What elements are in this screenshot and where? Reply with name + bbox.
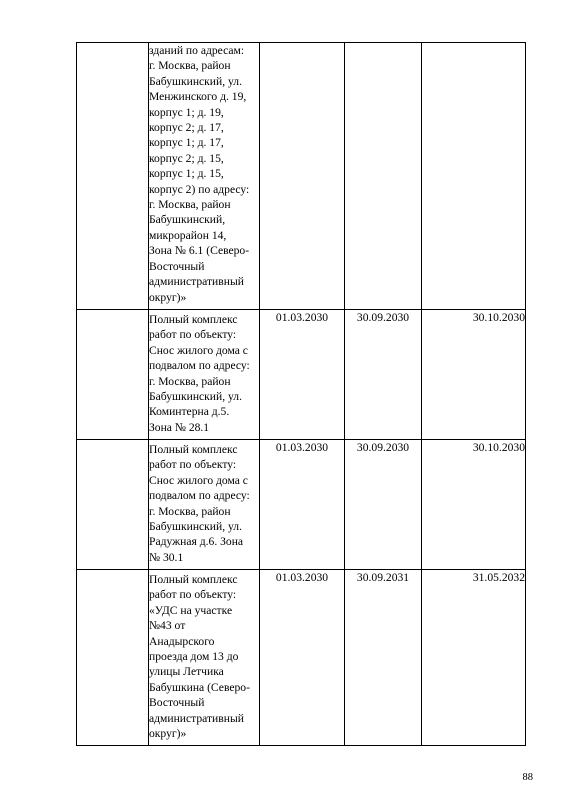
work-text-line: проезда дом 13 до bbox=[149, 650, 239, 664]
final-date-cell bbox=[422, 43, 526, 310]
work-text-line: Восточный bbox=[149, 259, 205, 273]
table-row bbox=[77, 43, 526, 310]
work-text-line: Зона № 6.1 (Северо- bbox=[149, 244, 250, 258]
work-text-line: Менжинского д. 19, bbox=[149, 90, 247, 104]
work-description-cell bbox=[149, 440, 260, 570]
work-text-line: № 30.1 bbox=[149, 550, 184, 564]
work-text-line: Бабушкинский, ул. bbox=[149, 74, 242, 88]
work-text-line: округ)» bbox=[149, 290, 187, 304]
table-row bbox=[77, 310, 526, 440]
work-text-line: г. Москва, район bbox=[149, 59, 231, 73]
work-text-line: работ по объекту: bbox=[149, 328, 237, 342]
work-text-line: г. Москва, район bbox=[149, 374, 231, 388]
final-date-cell: 31.05.2032 bbox=[422, 570, 526, 746]
work-text-line: корпус 2; д. 15, bbox=[149, 151, 224, 165]
work-text-line: административный bbox=[149, 711, 244, 725]
row-number-cell bbox=[77, 310, 149, 440]
work-text-line: корпус 1; д. 15, bbox=[149, 167, 224, 181]
work-text-line: Полный комплекс bbox=[149, 313, 238, 326]
work-text-line: корпус 2) по адресу: bbox=[149, 182, 250, 196]
row-number-cell bbox=[77, 440, 149, 570]
work-text-line: Анадырского bbox=[149, 634, 215, 648]
work-description-cell bbox=[149, 570, 260, 746]
work-text-line: зданий по адресам: bbox=[149, 44, 245, 57]
work-text-line: Снос жилого дома с bbox=[149, 343, 248, 357]
end-date-cell: 30.09.2031 bbox=[345, 570, 422, 746]
work-text-line: работ по объекту: bbox=[149, 458, 237, 472]
work-text-line: корпус 2; д. 17, bbox=[149, 121, 224, 135]
end-date-cell bbox=[345, 43, 422, 310]
work-text-line: Снос жилого дома с bbox=[149, 473, 248, 487]
works-schedule-body bbox=[77, 43, 526, 746]
row-number-cell bbox=[77, 43, 149, 310]
end-date-cell: 30.09.2030 bbox=[345, 440, 422, 570]
page-number: 88 bbox=[522, 772, 533, 783]
work-text-line: Бабушкинский, ул. bbox=[149, 390, 242, 404]
work-text-line: г. Москва, район bbox=[149, 504, 231, 518]
work-text-line: Бабушкина (Северо- bbox=[149, 680, 250, 694]
end-date-cell: 30.09.2030 bbox=[345, 310, 422, 440]
work-text-line: подвалом по адресу: bbox=[149, 489, 250, 503]
table-row bbox=[77, 570, 526, 746]
start-date-cell bbox=[260, 43, 345, 310]
row-number-cell bbox=[77, 570, 149, 746]
work-text-line: г. Москва, район bbox=[149, 198, 231, 212]
work-text-line: работ по объекту: bbox=[149, 588, 237, 602]
work-text-line: «УДС на участке bbox=[149, 603, 233, 617]
final-date-cell: 30.10.2030 bbox=[422, 310, 526, 440]
work-text-line: улицы Летчика bbox=[149, 665, 224, 679]
work-text-line: Полный комплекс bbox=[149, 443, 238, 456]
start-date-cell: 01.03.2030 bbox=[260, 310, 345, 440]
work-text-line: корпус 1; д. 17, bbox=[149, 136, 224, 150]
work-text-line: Коминтерна д.5. bbox=[149, 405, 230, 419]
work-text-line: подвалом по адресу: bbox=[149, 359, 250, 373]
work-text-line: Восточный bbox=[149, 696, 205, 710]
start-date-cell: 01.03.2030 bbox=[260, 570, 345, 746]
final-date-cell: 30.10.2030 bbox=[422, 440, 526, 570]
work-description-cell bbox=[149, 43, 260, 310]
work-text-line: Радужная д.6. Зона bbox=[149, 535, 244, 549]
work-text-line: корпус 1; д. 19, bbox=[149, 105, 224, 119]
work-description-cell bbox=[149, 310, 260, 440]
work-text-line: Бабушкинский, bbox=[149, 213, 226, 227]
work-text-line: Бабушкинский, ул. bbox=[149, 520, 242, 534]
work-text-line: №43 от bbox=[149, 619, 186, 633]
works-schedule-table bbox=[76, 42, 526, 746]
start-date-cell: 01.03.2030 bbox=[260, 440, 345, 570]
work-text-line: Зона № 28.1 bbox=[149, 420, 210, 434]
work-text-line: микрорайон 14, bbox=[149, 228, 227, 242]
work-text-line: округ)» bbox=[149, 727, 187, 741]
work-text-line: административный bbox=[149, 275, 244, 289]
work-text-line: Полный комплекс bbox=[149, 573, 238, 586]
table-row bbox=[77, 440, 526, 570]
